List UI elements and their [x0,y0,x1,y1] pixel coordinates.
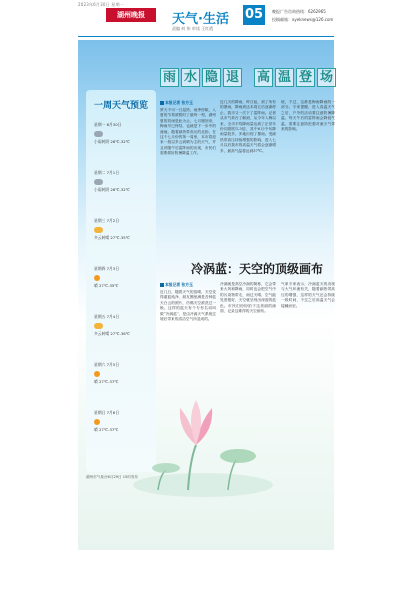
byline-tag-icon [160,283,164,287]
byline-text: 本报记者 张方玉 [165,282,193,287]
byline-tag-icon [160,101,164,105]
sun-icon [94,371,100,377]
weather-condition: 多云转晴 27℃-35℃ [94,235,130,240]
headline-char: 温 [275,68,294,87]
article2-column-3: 气象专家表示，冷涡蓝天的出现与大气环流有关，随着副热带高压的增强，这样的天气还会持续一段时间，不过之后高温天气会接踵而至。 [281,282,335,308]
weather-condition: 晴 27℃-37℃ [94,379,119,384]
section-editors: 责编 何 伟 审读 王红霞 [172,26,214,31]
weather-day [94,122,152,158]
article2-column-1: 近几日，随着天气的放晴，天空变得湛蓝纯净，朋友圈里满是各种蓝天白云的照片，仿佛天空被洗过一般。这样的蓝天有个专有名词叫做“冷涡蓝”，是由冷涡天气系统过境后带来的清洁空气所造成的。 [160,290,216,322]
weather-date: 星期一 6月30日 [94,122,122,127]
weather-date: 星期六 7月5日 [94,362,120,367]
weather-condition: 晴 27℃-35℃ [94,283,119,288]
partly-cloudy-icon [94,227,103,233]
weather-day [94,266,152,302]
weather-condition: 小雨转阴 26℃-32℃ [94,187,130,192]
ad-hotline: 晚报广告咨询热线：6262965 [272,9,326,14]
sun-icon [94,419,100,425]
section-title: 天气·生活 [172,12,229,27]
weather-date: 星期日 7月6日 [94,410,120,415]
forecast-credit: 湖州市气象台6月29日 15时发布 [86,475,139,479]
headline-char: 水 [181,68,200,87]
headline-char: 登 [296,68,315,87]
contact-info [272,8,333,24]
partly-cloudy-icon [94,323,103,329]
weather-date: 星期二 7月1日 [94,170,120,175]
headline-rain-retreats [160,68,336,87]
cloud-rain-icon [94,131,103,137]
article1-column-1: 梦天不可一日湿热，雨季停歇，入夏的节奏被暂时了最终一刻，湖州夏的初雨是此为止。七月刚回来，梅雨早已终结，也就是下一步中的流雨。随着副热带高压的北抬，在这个七月份的第一周里，本市将迎来一段以多云到晴为主的天气，并且伴随午后雷阵雨的出现，市民们需要做好防暑降温工作。 [160,108,216,156]
newspaper-logo: 湖州晚报 [106,8,156,22]
article2-byline [160,282,193,288]
weather-day [94,314,152,350]
article1-column-2: 近几天的降雨，昨日起，到了所有的暴雨，降雨到达本周五后逐渐停止，我市又一次下了雷阵雨。记者从市气象台了解到，从今年入梅以来，全市平均降雨量达到了正常年份同期的1.3倍，其中6月中旬降雨量较多，多地出现了暴雨。受副热带高压持续增强的影响，进入七月以后我市的高温天气将会逐渐增多，最高气温将达到37℃。 [220,100,276,153]
header-rule [78,36,334,37]
headline-gap [244,68,252,87]
headline-char: 场 [317,68,336,87]
issue-date: 2023年6月30日 星期一 [78,2,124,7]
article2-column-2: 冷涡就是高空冷涡的简称，它会带来大风和降雨，同时也会把空气中的污染物带走，雨过天晴，空气能见度极好，天空就呈现出深邃的蓝色。市民们纷纷拍下这美丽的画面，记录这难得的天空画布。 [220,282,276,314]
weather-condition: 小雨转阴 26℃-32℃ [94,139,130,144]
headline-cold-vortex-blue: 冷涡蓝：天空的顶级画布 [190,262,323,276]
weather-condition: 多云转晴 27℃-36℃ [94,331,130,336]
sun-icon [94,275,100,281]
byline-text: 本报记者 张方玉 [165,100,193,105]
weather-date: 星期三 7月2日 [94,218,120,223]
headline-char: 高 [254,68,273,87]
submission-email: 投稿邮箱：xyeknews@126.com [272,17,334,22]
cloud-rain-icon [94,179,103,185]
page-number: 05 [243,5,265,25]
article1-column-3: 统，不过，这都是梅雨降雨的一部分。专家提醒，进入高温天气之后，户外的活动要注意防暑降温，每天午后的雷阵雨会降低气温，需要注意防范强对流天气带来的影响。 [281,100,335,132]
lotus-illustration [128,390,278,500]
headline-char: 隐 [202,68,221,87]
headline-char: 雨 [160,68,179,87]
article1-byline [160,100,193,106]
weather-date: 星期五 7月4日 [94,314,120,319]
weather-day [94,218,152,254]
page-header [0,0,410,40]
headline-char: 退 [223,68,242,87]
weather-panel-title: 一周天气预览 [93,101,148,111]
weather-condition: 晴 27℃-37℃ [94,427,119,432]
weather-day [94,170,152,206]
weather-date: 星期四 7月3日 [94,266,120,271]
